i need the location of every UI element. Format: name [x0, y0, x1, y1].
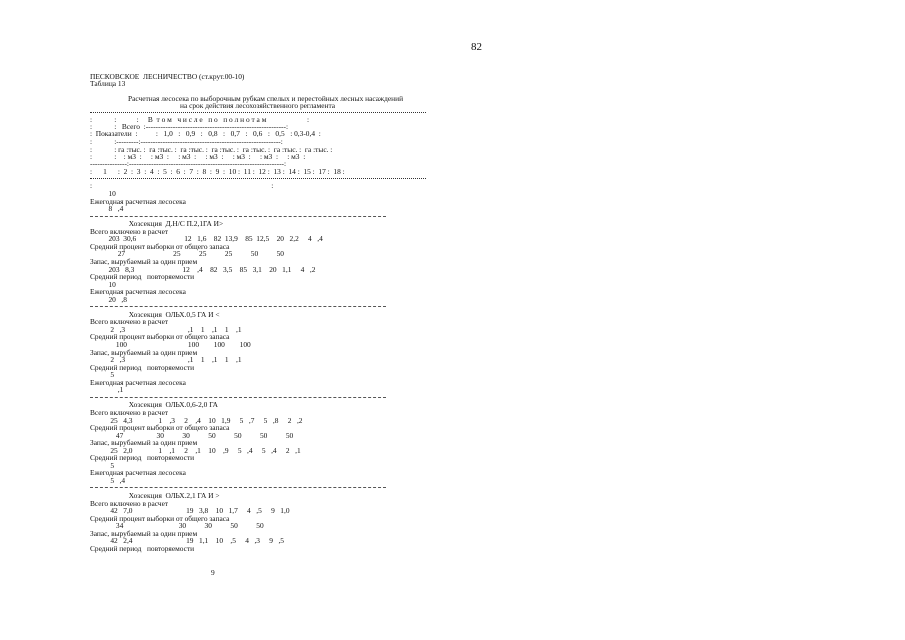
table-body-line: Средний процент выборки от общего запаса	[90, 241, 230, 251]
table-head-row-8: : 1 : 2 : 3 : 4 : 5 : 6 : 7 : 8 : 9 : 10 : 11 : 12 : 13 : 14 : 15 : 17 : 18 :	[90, 167, 345, 176]
table-body-line: Средний период повторяемости	[90, 543, 195, 553]
table-head-row-5: : : га :тыс. : га :тыс. : га :тыс. : га :тыс. : га :тыс. : га :тыс. : га :тыс. :	[90, 145, 333, 154]
table-body-line: 5	[90, 460, 115, 470]
table-body-line: 27 25 25 25 50 50	[90, 249, 285, 259]
table-body-line: Запас, вырубаемый за один прием	[90, 347, 198, 357]
table-body-line: 34 30 30 50 50	[90, 521, 264, 531]
table-body-line: Всего включено в расчет	[90, 317, 169, 327]
table-title-2: на срок действия лесохозяйственного регламента	[180, 101, 336, 110]
table-body-line: Запас, вырубаемый за один прием	[90, 528, 198, 538]
table-body-line: 5 ,4	[90, 475, 126, 485]
table-body-line: 5	[90, 370, 115, 380]
table-body-line: 203 30,6 12 1,6 82 13,9 85 12,5 20 2,2 4 ,4	[90, 234, 323, 244]
table-body-line: 203 8,3 12 ,4 82 3,5 85 3,1 20 1,1 4 ,2	[90, 264, 316, 274]
table-body-line: ,1	[90, 385, 124, 395]
table-body-line: Средний период повторяемости	[90, 272, 195, 282]
table-body-line: Всего включено в расчет	[90, 226, 169, 236]
table-body-line: 8 ,4	[90, 204, 124, 214]
table-body-line: Запас, вырубаемый за один прием	[90, 438, 198, 448]
table-body-line: Всего включено в расчет	[90, 498, 169, 508]
table-body-line: Ежегодная расчетная лесосека	[90, 377, 186, 387]
section-divider	[90, 216, 386, 217]
table-head-row-3: : Показатели : : 1,0 : 0,9 : 0,8 : 0,7 : 0,6 : 0,5 : 0,3-0,4 :	[90, 129, 321, 138]
table-body-line: 2 ,3 ,1 1 ,1 1 ,1	[90, 324, 242, 334]
table-body-line: 42 7,0 19 3,8 10 1,7 4 ,5 9 1,0	[90, 506, 290, 516]
table-body-line: Хозсекция ОЛЬХ.0,5 ГА И <	[90, 309, 220, 319]
section-divider	[90, 397, 386, 398]
table-body-line: 10	[90, 189, 116, 198]
table-head-row-9: : :	[90, 181, 274, 190]
table-top-rule	[90, 112, 426, 113]
table-body-line: Ежегодная расчетная лесосека	[90, 287, 186, 297]
table-body-line: Средний процент выборки от общего запаса	[90, 332, 230, 342]
table-body-line: 2 ,3 ,1 1 ,1 1 ,1	[90, 355, 242, 365]
table-body-line: Средний период повторяемости	[90, 362, 195, 372]
table-body-line: 47 30 30 50 50 50 50	[90, 430, 294, 440]
table-body-line: 42 2,4 19 1,1 10 ,5 4 ,3 9 ,5	[90, 536, 285, 546]
table-body-line: Всего включено в расчет	[90, 407, 169, 417]
table-head-row-1: : : : В т о м ч и с л е п о п о л н о т а м :	[90, 115, 310, 124]
footer-number: 9	[211, 568, 215, 577]
table-body-line: Средний процент выборки от общего запаса	[90, 423, 230, 433]
table-body-line: Ежегодная расчетная лесосека	[90, 196, 186, 206]
forestry-name: ПЕСКОВСКОЕ ЛЕСНИЧЕСТВО (ст.крут.00-10)	[90, 72, 245, 81]
table-head-row-6: : : : м3 : : м3 : : м3 : : м3 : : м3 : : м3 : : м3 :	[90, 152, 306, 161]
table-body-line: Хозсекция Д.Н/С П.2,1ГА И>	[90, 219, 224, 229]
table-body-line: Ежегодная расчетная лесосека	[90, 468, 186, 478]
table-body-line: Средний период повторяемости	[90, 453, 195, 463]
table-head-row-4: : :---------:---------------------------------------------------------:	[90, 137, 283, 146]
table-head-row-2: : : Всего :---------------------------------------------------------:	[90, 122, 289, 131]
table-body-line: Хозсекция ОЛЬХ.0,6-2,0 ГА	[90, 400, 219, 410]
table-body-line: 25 2,0 1 ,1 2 ,1 10 ,9 5 ,4 5 ,4 2 ,1	[90, 445, 301, 455]
table-number: Таблица 13	[90, 79, 126, 88]
table-head-row-7: ---------------:---------------------------------------------------------------:	[90, 159, 287, 168]
table-body-line: 25 4,3 1 ,3 2 ,4 10 1,9 5 ,7 5 ,8 2 ,2	[90, 415, 303, 425]
table-body-line: Средний процент выборки от общего запаса	[90, 513, 230, 523]
table-body-line: Запас, вырубаемый за один прием	[90, 256, 198, 266]
table-body-line: Хозсекция ОЛЬХ.2,1 ГА И >	[90, 491, 220, 500]
section-divider	[90, 306, 386, 307]
table-body-line: 100 100 100 100	[90, 340, 251, 349]
page-number: 82	[471, 41, 482, 53]
table-body-line: 10	[90, 279, 116, 289]
section-divider	[90, 487, 386, 488]
table-body-line: 20 ,8	[90, 294, 127, 304]
table-head-rule	[90, 178, 426, 179]
table-title-1: Расчетная лесосека по выборочным рубкам спелых и перестойных лесных насаждений	[128, 94, 404, 103]
